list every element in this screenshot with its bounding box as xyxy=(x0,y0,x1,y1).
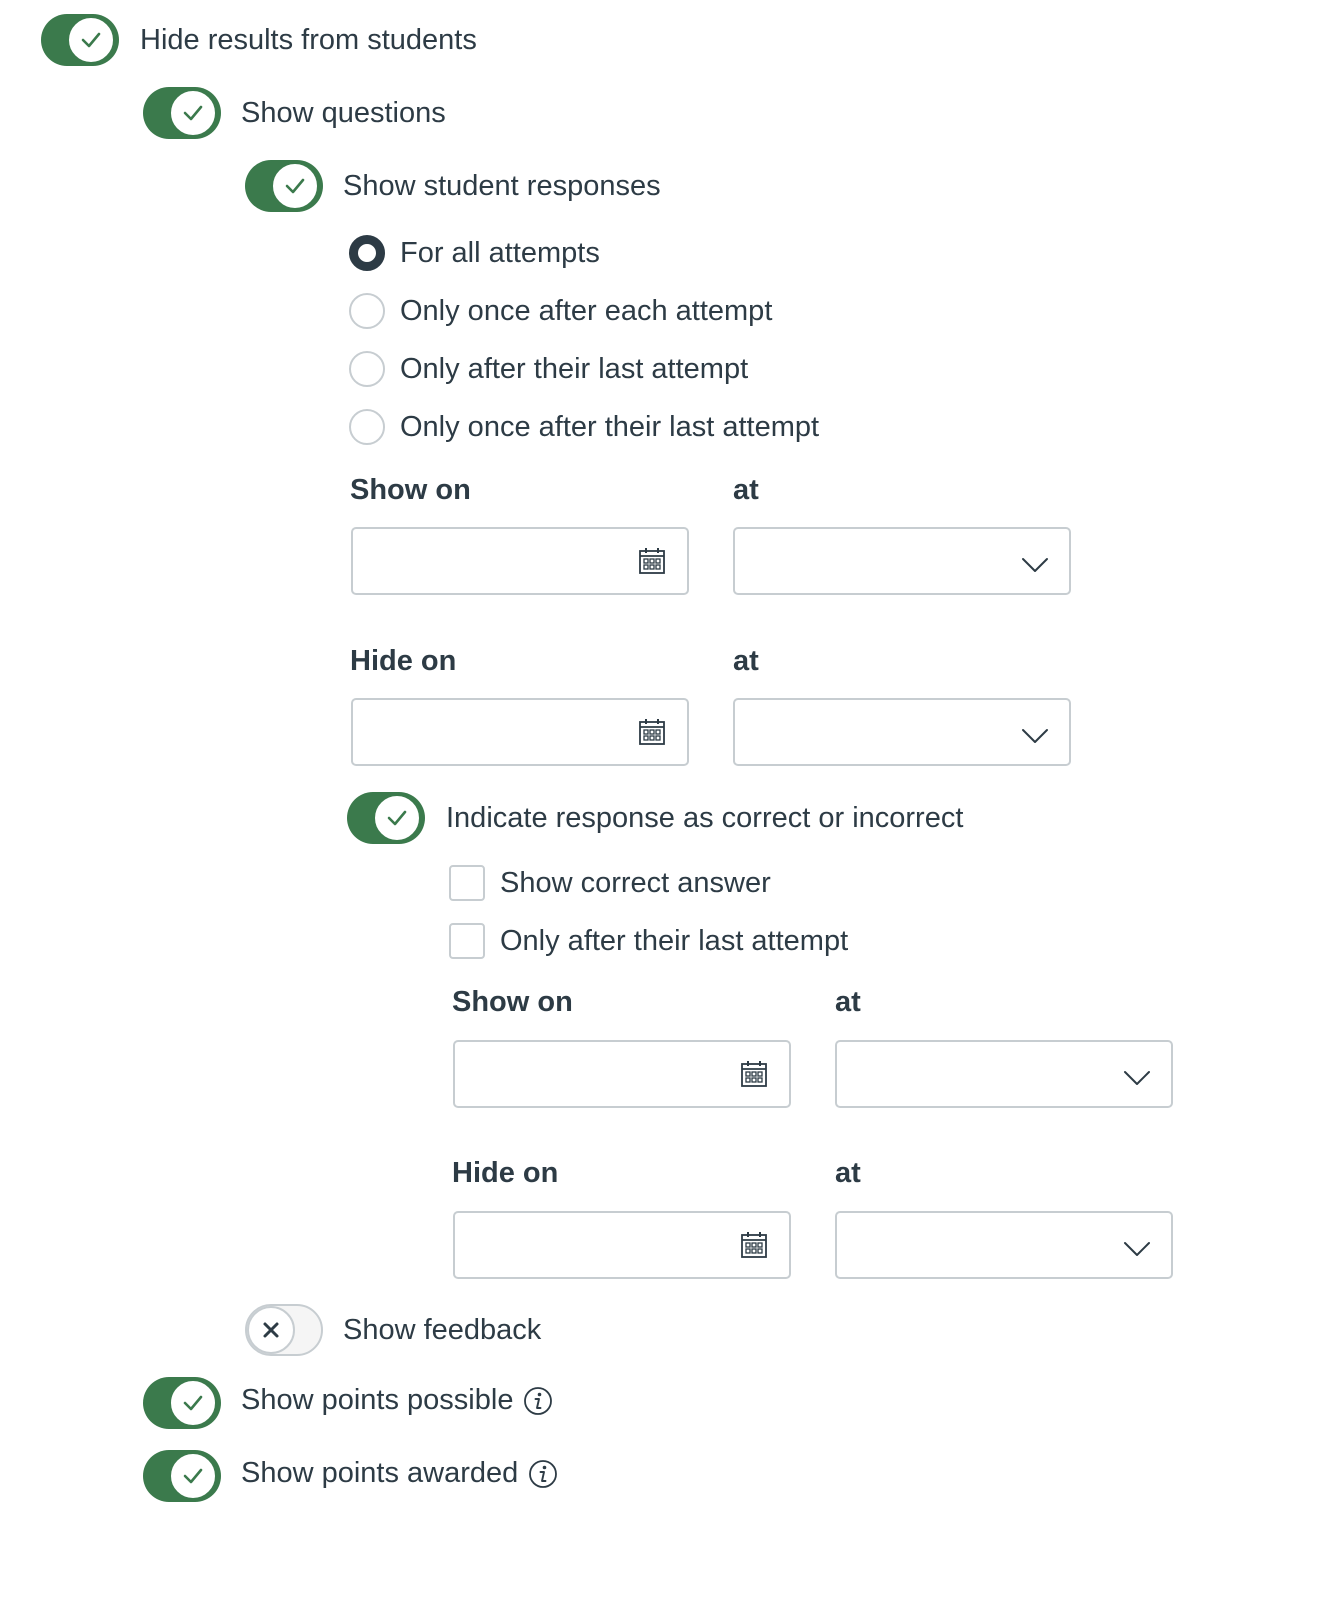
hide-results-toggle[interactable] xyxy=(41,14,119,66)
show-feedback-toggle[interactable] xyxy=(245,1304,323,1356)
check-icon xyxy=(383,804,411,832)
calendar-icon[interactable] xyxy=(741,1231,767,1259)
answer-show-on-label: Show on xyxy=(452,986,573,1018)
show-at-label: at xyxy=(733,474,759,506)
show-at-time-select[interactable] xyxy=(733,527,1071,595)
toggle-knob xyxy=(169,1452,217,1500)
answer-hide-at-label: at xyxy=(835,1157,861,1189)
radio-label: For all attempts xyxy=(400,237,600,269)
answer-show-at-label: at xyxy=(835,986,861,1018)
show-student-responses-label: Show student responses xyxy=(343,170,661,202)
answer-show-on-date-input[interactable] xyxy=(455,1042,725,1106)
toggle-knob xyxy=(67,16,115,64)
show-points-awarded-row xyxy=(241,1455,558,1491)
check-icon xyxy=(179,1389,207,1417)
show-questions-label: Show questions xyxy=(241,97,446,129)
show-points-possible-row xyxy=(241,1382,553,1418)
show-questions-toggle[interactable] xyxy=(143,87,221,139)
indicate-correct-toggle[interactable] xyxy=(347,792,425,844)
radio-once-after-last-attempt[interactable] xyxy=(349,409,385,445)
answer-hide-at-time-select[interactable] xyxy=(835,1211,1173,1279)
answer-show-at-time-input[interactable] xyxy=(837,1042,1107,1106)
show-points-awarded-toggle[interactable] xyxy=(143,1450,221,1502)
info-icon[interactable] xyxy=(528,1459,558,1489)
answer-hide-on-label: Hide on xyxy=(452,1157,559,1189)
hide-at-time-input[interactable] xyxy=(735,700,1005,764)
toggle-knob xyxy=(271,162,319,210)
x-icon xyxy=(260,1319,282,1341)
hide-on-label: Hide on xyxy=(350,645,457,677)
only-after-last-attempt-checkbox[interactable] xyxy=(449,923,485,959)
radio-after-last-attempt[interactable] xyxy=(349,351,385,387)
radio-for-all-attempts[interactable] xyxy=(349,235,385,271)
hide-results-label: Hide results from students xyxy=(140,24,477,56)
answer-show-at-time-select[interactable] xyxy=(835,1040,1173,1108)
toggle-knob xyxy=(247,1306,295,1354)
hide-at-label: at xyxy=(733,645,759,677)
calendar-icon[interactable] xyxy=(741,1060,767,1088)
checkbox-label: Only after their last attempt xyxy=(500,925,849,957)
check-icon xyxy=(179,99,207,127)
show-correct-answer-checkbox[interactable] xyxy=(449,865,485,901)
answer-hide-on-date-input[interactable] xyxy=(455,1213,725,1277)
chevron-down-icon[interactable] xyxy=(1021,722,1049,748)
show-points-awarded-label: Show points awarded xyxy=(241,1457,519,1489)
show-feedback-label: Show feedback xyxy=(343,1314,542,1346)
toggle-knob xyxy=(169,1379,217,1427)
radio-once-after-each-attempt[interactable] xyxy=(349,293,385,329)
info-icon[interactable] xyxy=(523,1386,553,1416)
toggle-knob xyxy=(373,794,421,842)
chevron-down-icon[interactable] xyxy=(1021,551,1049,577)
show-at-time-input[interactable] xyxy=(735,529,1005,593)
chevron-down-icon[interactable] xyxy=(1123,1064,1151,1090)
show-on-date-field[interactable] xyxy=(351,527,689,595)
show-points-possible-label: Show points possible xyxy=(241,1384,514,1416)
hide-on-date-field[interactable] xyxy=(351,698,689,766)
calendar-icon[interactable] xyxy=(639,547,665,575)
checkbox-label: Show correct answer xyxy=(500,867,771,899)
radio-label: Only once after their last attempt xyxy=(400,411,820,443)
check-icon xyxy=(281,172,309,200)
answer-hide-at-time-input[interactable] xyxy=(837,1213,1107,1277)
check-icon xyxy=(179,1462,207,1490)
radio-label: Only once after each attempt xyxy=(400,295,773,327)
check-icon xyxy=(77,26,105,54)
show-on-label: Show on xyxy=(350,474,471,506)
toggle-knob xyxy=(169,89,217,137)
hide-at-time-select[interactable] xyxy=(733,698,1071,766)
show-student-responses-toggle[interactable] xyxy=(245,160,323,212)
hide-on-date-input[interactable] xyxy=(353,700,623,764)
chevron-down-icon[interactable] xyxy=(1123,1235,1151,1261)
answer-hide-on-date-field[interactable] xyxy=(453,1211,791,1279)
answer-show-on-date-field[interactable] xyxy=(453,1040,791,1108)
show-on-date-input[interactable] xyxy=(353,529,623,593)
indicate-correct-label: Indicate response as correct or incorrect xyxy=(446,802,964,834)
calendar-icon[interactable] xyxy=(639,718,665,746)
show-points-possible-toggle[interactable] xyxy=(143,1377,221,1429)
radio-label: Only after their last attempt xyxy=(400,353,749,385)
